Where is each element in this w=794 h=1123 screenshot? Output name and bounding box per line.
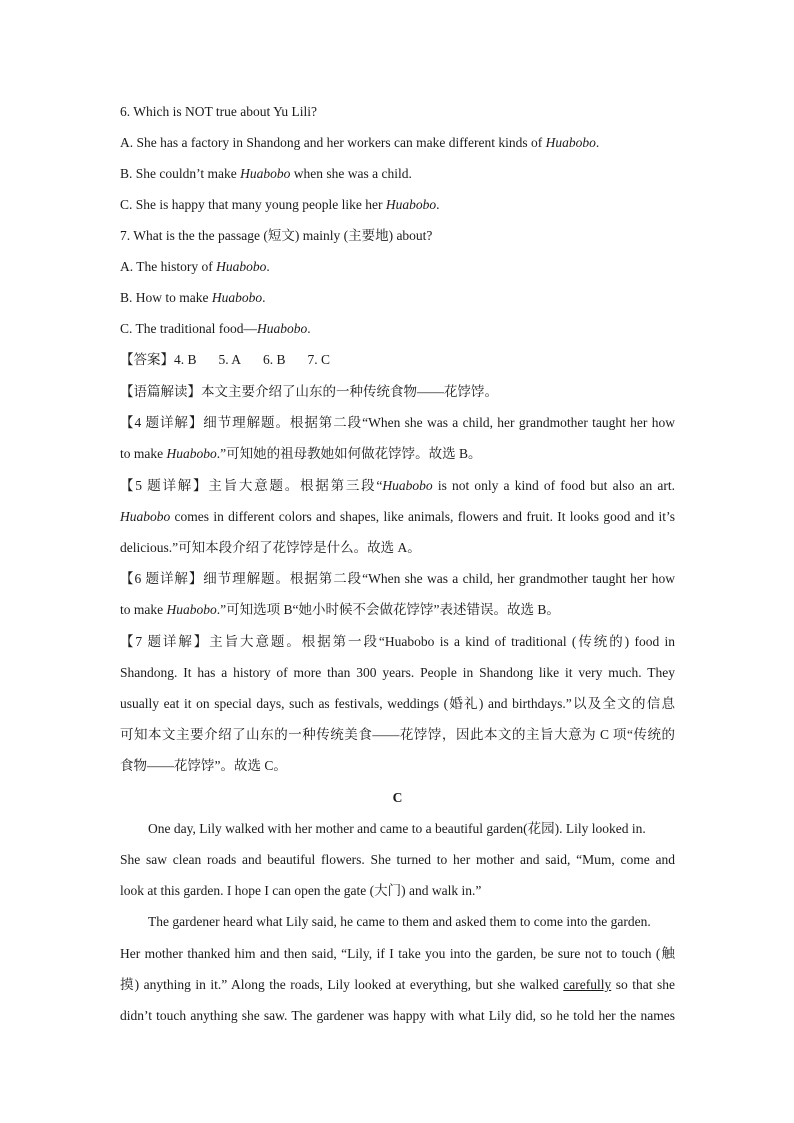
detail-6-line-2: to make Huabobo.”可知选项 B“她小时候不会做花饽饽”表述错误。故选 B。	[120, 602, 560, 617]
term-huabobo: Huabobo	[240, 166, 291, 181]
detail-5-line-2: Huabobo comes in different colors and shapes, like animals, flowers and fruit. It looks good and it’s	[120, 509, 675, 524]
passage-p1-line-3: look at this garden. I hope I can open the gate (大门) and walk in.”	[120, 883, 482, 898]
question-7-option-c: C. The traditional food—Huabobo.	[120, 321, 311, 336]
passage-p1-line-2: She saw clean roads and beautiful flowers. She turned to her mother and said, “Mum, come and	[120, 852, 675, 867]
reading-summary: 【语篇解读】本文主要介绍了山东的一种传统食物——花饽饽。	[120, 384, 498, 399]
passage-p2-line-4: didn’t touch anything she saw. The gardener was happy with what Lily did, so he told her the names	[120, 1008, 675, 1023]
detail-7-line-2: Shandong. It has a history of more than 300 years. People in Shandong like it very much. They	[120, 665, 675, 680]
term-huabobo: Huabobo	[166, 602, 217, 617]
detail-4-line-1: 【4 题详解】细节理解题。根据第二段“When she was a child, her grandmother taught her how	[120, 415, 675, 430]
question-6-stem: 6. Which is NOT true about Yu Lili?	[120, 104, 317, 119]
passage-p2-line-2: Her mother thanked him and then said, “Lily, if I take you into the garden, be sure not to touch (触	[120, 946, 675, 961]
detail-6-line-1: 【6 题详解】细节理解题。根据第二段“When she was a child, her grandmother taught her how	[120, 571, 675, 586]
detail-7-line-5: 食物——花饽饽”。故选 C。	[120, 758, 287, 773]
term-huabobo: Huabobo	[545, 135, 596, 150]
term-huabobo: Huabobo	[382, 478, 433, 493]
passage-p2-line-3: 摸) anything in it.” Along the roads, Lily looked at everything, but she walked carefully so that she	[120, 977, 675, 992]
detail-7-line-1: 【7 题详解】主旨大意题。根据第一段“Huabobo is a kind of traditional (传统的) food in	[120, 634, 675, 649]
term-huabobo: Huabobo	[216, 259, 267, 274]
term-huabobo: Huabobo	[211, 290, 263, 305]
question-6-option-b: B. She couldn’t make Huabobo when she was a child.	[120, 166, 412, 181]
question-6-option-a: A. She has a factory in Shandong and her workers can make different kinds of Huabobo.	[120, 135, 600, 150]
passage-p2-line-1: The gardener heard what Lily said, he came to them and asked them to come into the garden.	[148, 914, 651, 929]
question-7-stem: 7. What is the the passage (短文) mainly (主要地) about?	[120, 228, 433, 243]
question-6-option-c: C. She is happy that many young people like her Huabobo.	[120, 197, 440, 212]
term-huabobo: Huabobo	[385, 197, 437, 212]
answer-key: 【答案】4. B 5. A 6. B 7. C	[120, 352, 331, 367]
detail-7-line-3: usually eat it on special days, such as festivals, weddings (婚礼) and birthdays.”以及全文的信息	[120, 696, 675, 711]
detail-5-line-3: delicious.”可知本段介绍了花饽饽是什么。故选 A。	[120, 540, 421, 555]
section-heading: C	[392, 790, 403, 805]
passage-p1-line-1: One day, Lily walked with her mother and came to a beautiful garden(花园). Lily looked in.	[148, 821, 646, 836]
term-huabobo: Huabobo	[166, 446, 217, 461]
question-7-option-a: A. The history of Huabobo.	[120, 259, 270, 274]
term-huabobo: Huabobo	[256, 321, 308, 336]
detail-5-line-1: 【5 题详解】主旨大意题。根据第三段“Huabobo is not only a kind of food but also an art.	[120, 478, 675, 493]
detail-7-line-4: 可知本文主要介绍了山东的一种传统美食——花饽饽，因此本文的主旨大意为 C 项“传统的	[120, 727, 675, 742]
detail-4-line-2: to make Huabobo.”可知她的祖母教她如何做花饽饽。故选 B。	[120, 446, 482, 461]
term-huabobo: Huabobo	[120, 509, 171, 524]
question-7-option-b: B. How to make Huabobo.	[120, 290, 266, 305]
underlined-word: carefully	[563, 977, 612, 992]
